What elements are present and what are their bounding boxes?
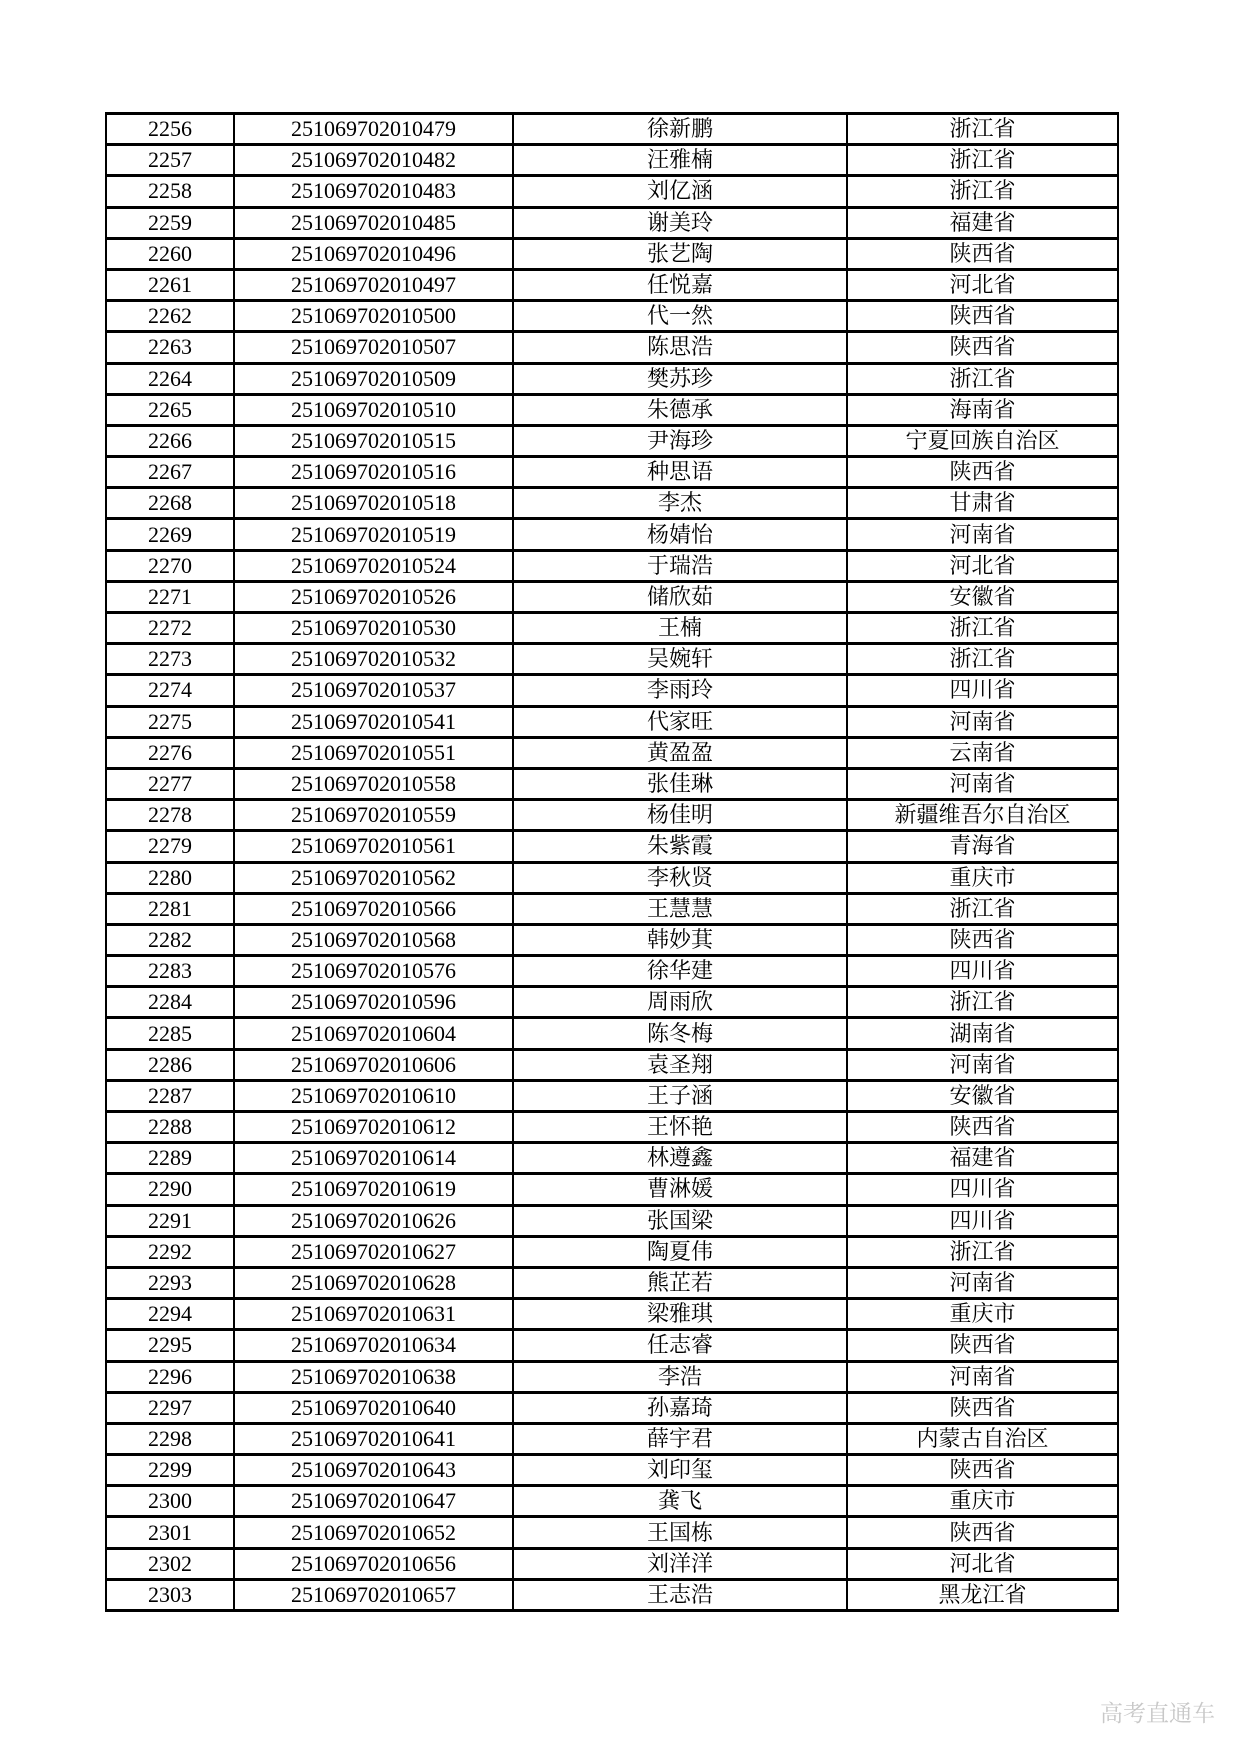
cell-row-number: 2266 [106,425,234,456]
cell-province: 河北省 [847,550,1118,581]
cell-province: 四川省 [847,675,1118,706]
cell-candidate-id: 251069702010656 [234,1548,513,1579]
cell-row-number: 2262 [106,301,234,332]
cell-name: 吴婉轩 [513,644,847,675]
cell-province: 陕西省 [847,1112,1118,1143]
cell-name: 李秋贤 [513,862,847,893]
cell-row-number: 2294 [106,1299,234,1330]
table-row [106,519,1118,550]
cell-name: 熊芷若 [513,1267,847,1298]
table-row [106,613,1118,644]
cell-name: 王子涵 [513,1080,847,1111]
cell-row-number: 2271 [106,581,234,612]
cell-name: 樊苏珍 [513,363,847,394]
cell-name: 刘洋洋 [513,1548,847,1579]
cell-row-number: 2268 [106,488,234,519]
roster-table [105,112,1119,1612]
cell-row-number: 2277 [106,768,234,799]
cell-candidate-id: 251069702010614 [234,1143,513,1174]
cell-row-number: 2256 [106,114,234,145]
cell-province: 黑龙江省 [847,1579,1118,1610]
cell-name: 谢美玲 [513,207,847,238]
cell-province: 陕西省 [847,332,1118,363]
cell-row-number: 2291 [106,1205,234,1236]
table-row [106,457,1118,488]
table-row [106,488,1118,519]
table-row [106,1267,1118,1298]
cell-row-number: 2288 [106,1112,234,1143]
cell-row-number: 2260 [106,238,234,269]
table-row [106,1392,1118,1423]
cell-name: 代家旺 [513,706,847,737]
table-row [106,301,1118,332]
cell-candidate-id: 251069702010497 [234,269,513,300]
cell-row-number: 2275 [106,706,234,737]
cell-name: 陶夏伟 [513,1236,847,1267]
cell-name: 王国栋 [513,1517,847,1548]
cell-candidate-id: 251069702010537 [234,675,513,706]
cell-row-number: 2278 [106,800,234,831]
table-row [106,207,1118,238]
cell-row-number: 2264 [106,363,234,394]
cell-candidate-id: 251069702010496 [234,238,513,269]
cell-province: 福建省 [847,207,1118,238]
cell-province: 浙江省 [847,145,1118,176]
cell-province: 浙江省 [847,987,1118,1018]
cell-candidate-id: 251069702010612 [234,1112,513,1143]
cell-province: 河南省 [847,706,1118,737]
cell-candidate-id: 251069702010626 [234,1205,513,1236]
cell-candidate-id: 251069702010568 [234,924,513,955]
cell-name: 杨佳明 [513,800,847,831]
cell-name: 汪雅楠 [513,145,847,176]
cell-candidate-id: 251069702010515 [234,425,513,456]
cell-province: 浙江省 [847,363,1118,394]
table-row [106,550,1118,581]
cell-candidate-id: 251069702010482 [234,145,513,176]
cell-candidate-id: 251069702010566 [234,893,513,924]
table-row [106,269,1118,300]
cell-candidate-id: 251069702010641 [234,1423,513,1454]
cell-row-number: 2279 [106,831,234,862]
table-row [106,1143,1118,1174]
table-row [106,1018,1118,1049]
cell-name: 张艺陶 [513,238,847,269]
cell-candidate-id: 251069702010526 [234,581,513,612]
cell-name: 孙嘉琦 [513,1392,847,1423]
cell-row-number: 2293 [106,1267,234,1298]
table-row [106,145,1118,176]
cell-province: 浙江省 [847,114,1118,145]
cell-candidate-id: 251069702010647 [234,1486,513,1517]
cell-province: 新疆维吾尔自治区 [847,800,1118,831]
table-row [106,114,1118,145]
cell-candidate-id: 251069702010530 [234,613,513,644]
cell-row-number: 2263 [106,332,234,363]
cell-province: 陕西省 [847,301,1118,332]
cell-row-number: 2296 [106,1361,234,1392]
cell-name: 王志浩 [513,1579,847,1610]
table-row [106,1455,1118,1486]
cell-province: 河南省 [847,519,1118,550]
cell-province: 浙江省 [847,613,1118,644]
cell-name: 龚飞 [513,1486,847,1517]
cell-province: 重庆市 [847,862,1118,893]
table-row [106,363,1118,394]
table-row [106,1423,1118,1454]
cell-province: 河南省 [847,1049,1118,1080]
cell-name: 袁圣翔 [513,1049,847,1080]
cell-row-number: 2280 [106,862,234,893]
cell-name: 王楠 [513,613,847,644]
cell-row-number: 2300 [106,1486,234,1517]
cell-candidate-id: 251069702010532 [234,644,513,675]
table-row [106,238,1118,269]
cell-name: 陈冬梅 [513,1018,847,1049]
table-row [106,1548,1118,1579]
cell-name: 张国梁 [513,1205,847,1236]
table-row [106,924,1118,955]
cell-row-number: 2258 [106,176,234,207]
cell-candidate-id: 251069702010559 [234,800,513,831]
cell-province: 浙江省 [847,644,1118,675]
table-row [106,1174,1118,1205]
cell-candidate-id: 251069702010657 [234,1579,513,1610]
cell-province: 陕西省 [847,924,1118,955]
cell-province: 安徽省 [847,1080,1118,1111]
cell-row-number: 2285 [106,1018,234,1049]
cell-row-number: 2302 [106,1548,234,1579]
cell-candidate-id: 251069702010507 [234,332,513,363]
table-row [106,1579,1118,1610]
cell-row-number: 2290 [106,1174,234,1205]
cell-province: 河南省 [847,1361,1118,1392]
cell-row-number: 2286 [106,1049,234,1080]
cell-row-number: 2269 [106,519,234,550]
cell-candidate-id: 251069702010638 [234,1361,513,1392]
table-row [106,425,1118,456]
cell-candidate-id: 251069702010610 [234,1080,513,1111]
cell-row-number: 2276 [106,737,234,768]
table-row [106,1205,1118,1236]
cell-candidate-id: 251069702010652 [234,1517,513,1548]
cell-province: 河南省 [847,768,1118,799]
roster-table-body [106,114,1118,1611]
table-row [106,862,1118,893]
cell-row-number: 2270 [106,550,234,581]
cell-row-number: 2272 [106,613,234,644]
cell-candidate-id: 251069702010518 [234,488,513,519]
cell-name: 朱德承 [513,394,847,425]
cell-row-number: 2261 [106,269,234,300]
cell-candidate-id: 251069702010576 [234,956,513,987]
cell-row-number: 2274 [106,675,234,706]
table-row [106,768,1118,799]
cell-candidate-id: 251069702010551 [234,737,513,768]
cell-candidate-id: 251069702010524 [234,550,513,581]
cell-province: 四川省 [847,956,1118,987]
cell-name: 徐新鹏 [513,114,847,145]
cell-candidate-id: 251069702010558 [234,768,513,799]
cell-candidate-id: 251069702010628 [234,1267,513,1298]
cell-name: 韩妙萁 [513,924,847,955]
cell-row-number: 2295 [106,1330,234,1361]
cell-name: 刘印玺 [513,1455,847,1486]
table-row [106,332,1118,363]
cell-province: 陕西省 [847,1517,1118,1548]
cell-candidate-id: 251069702010627 [234,1236,513,1267]
cell-name: 尹海珍 [513,425,847,456]
cell-province: 内蒙古自治区 [847,1423,1118,1454]
cell-candidate-id: 251069702010606 [234,1049,513,1080]
cell-province: 湖南省 [847,1018,1118,1049]
cell-name: 徐华建 [513,956,847,987]
cell-candidate-id: 251069702010519 [234,519,513,550]
cell-row-number: 2299 [106,1455,234,1486]
cell-candidate-id: 251069702010479 [234,114,513,145]
table-row [106,1361,1118,1392]
table-row [106,176,1118,207]
cell-province: 安徽省 [847,581,1118,612]
table-row [106,1299,1118,1330]
cell-row-number: 2284 [106,987,234,1018]
watermark: 高考直通车 [1100,1701,1215,1726]
table-row [106,956,1118,987]
table-row [106,706,1118,737]
cell-name: 林遵鑫 [513,1143,847,1174]
cell-row-number: 2287 [106,1080,234,1111]
cell-candidate-id: 251069702010561 [234,831,513,862]
cell-province: 陕西省 [847,238,1118,269]
cell-province: 重庆市 [847,1299,1118,1330]
cell-candidate-id: 251069702010500 [234,301,513,332]
cell-name: 任悦嘉 [513,269,847,300]
cell-province: 陕西省 [847,1392,1118,1423]
cell-province: 四川省 [847,1205,1118,1236]
table-row [106,581,1118,612]
cell-name: 种思语 [513,457,847,488]
table-row [106,1236,1118,1267]
cell-candidate-id: 251069702010562 [234,862,513,893]
cell-name: 陈思浩 [513,332,847,363]
cell-candidate-id: 251069702010510 [234,394,513,425]
cell-row-number: 2298 [106,1423,234,1454]
cell-row-number: 2282 [106,924,234,955]
cell-candidate-id: 251069702010483 [234,176,513,207]
cell-name: 曹淋媛 [513,1174,847,1205]
table-row [106,1080,1118,1111]
cell-row-number: 2301 [106,1517,234,1548]
cell-province: 甘肃省 [847,488,1118,519]
cell-province: 福建省 [847,1143,1118,1174]
cell-name: 梁雅琪 [513,1299,847,1330]
cell-name: 李浩 [513,1361,847,1392]
cell-province: 青海省 [847,831,1118,862]
cell-candidate-id: 251069702010631 [234,1299,513,1330]
cell-name: 任志睿 [513,1330,847,1361]
cell-name: 储欣茹 [513,581,847,612]
table-row [106,1486,1118,1517]
cell-row-number: 2281 [106,893,234,924]
table-row [106,893,1118,924]
table-row [106,394,1118,425]
cell-candidate-id: 251069702010643 [234,1455,513,1486]
table-row [106,1049,1118,1080]
cell-candidate-id: 251069702010485 [234,207,513,238]
table-row [106,800,1118,831]
cell-name: 王慧慧 [513,893,847,924]
table-row [106,644,1118,675]
table-row [106,1330,1118,1361]
cell-row-number: 2265 [106,394,234,425]
cell-name: 王怀艳 [513,1112,847,1143]
cell-candidate-id: 251069702010640 [234,1392,513,1423]
cell-row-number: 2257 [106,145,234,176]
cell-province: 云南省 [847,737,1118,768]
cell-name: 杨婧怡 [513,519,847,550]
cell-province: 重庆市 [847,1486,1118,1517]
table-row [106,831,1118,862]
cell-candidate-id: 251069702010619 [234,1174,513,1205]
cell-row-number: 2303 [106,1579,234,1610]
cell-province: 浙江省 [847,176,1118,207]
cell-province: 河北省 [847,269,1118,300]
cell-candidate-id: 251069702010604 [234,1018,513,1049]
cell-name: 张佳琳 [513,768,847,799]
cell-province: 浙江省 [847,1236,1118,1267]
cell-province: 四川省 [847,1174,1118,1205]
cell-province: 海南省 [847,394,1118,425]
cell-name: 李杰 [513,488,847,519]
cell-row-number: 2267 [106,457,234,488]
cell-province: 河北省 [847,1548,1118,1579]
table-row [106,1112,1118,1143]
cell-name: 于瑞浩 [513,550,847,581]
cell-name: 朱紫霞 [513,831,847,862]
cell-name: 黄盈盈 [513,737,847,768]
cell-candidate-id: 251069702010596 [234,987,513,1018]
cell-name: 周雨欣 [513,987,847,1018]
cell-row-number: 2292 [106,1236,234,1267]
table-row [106,675,1118,706]
table-row [106,737,1118,768]
cell-row-number: 2259 [106,207,234,238]
cell-candidate-id: 251069702010516 [234,457,513,488]
cell-name: 薛宇君 [513,1423,847,1454]
cell-row-number: 2297 [106,1392,234,1423]
cell-candidate-id: 251069702010509 [234,363,513,394]
cell-name: 刘亿涵 [513,176,847,207]
cell-province: 宁夏回族自治区 [847,425,1118,456]
cell-province: 河南省 [847,1267,1118,1298]
cell-candidate-id: 251069702010541 [234,706,513,737]
cell-row-number: 2283 [106,956,234,987]
cell-row-number: 2289 [106,1143,234,1174]
cell-province: 陕西省 [847,457,1118,488]
table-row [106,987,1118,1018]
cell-province: 浙江省 [847,893,1118,924]
cell-province: 陕西省 [847,1330,1118,1361]
cell-candidate-id: 251069702010634 [234,1330,513,1361]
cell-name: 李雨玲 [513,675,847,706]
cell-row-number: 2273 [106,644,234,675]
cell-province: 陕西省 [847,1455,1118,1486]
cell-name: 代一然 [513,301,847,332]
table-row [106,1517,1118,1548]
